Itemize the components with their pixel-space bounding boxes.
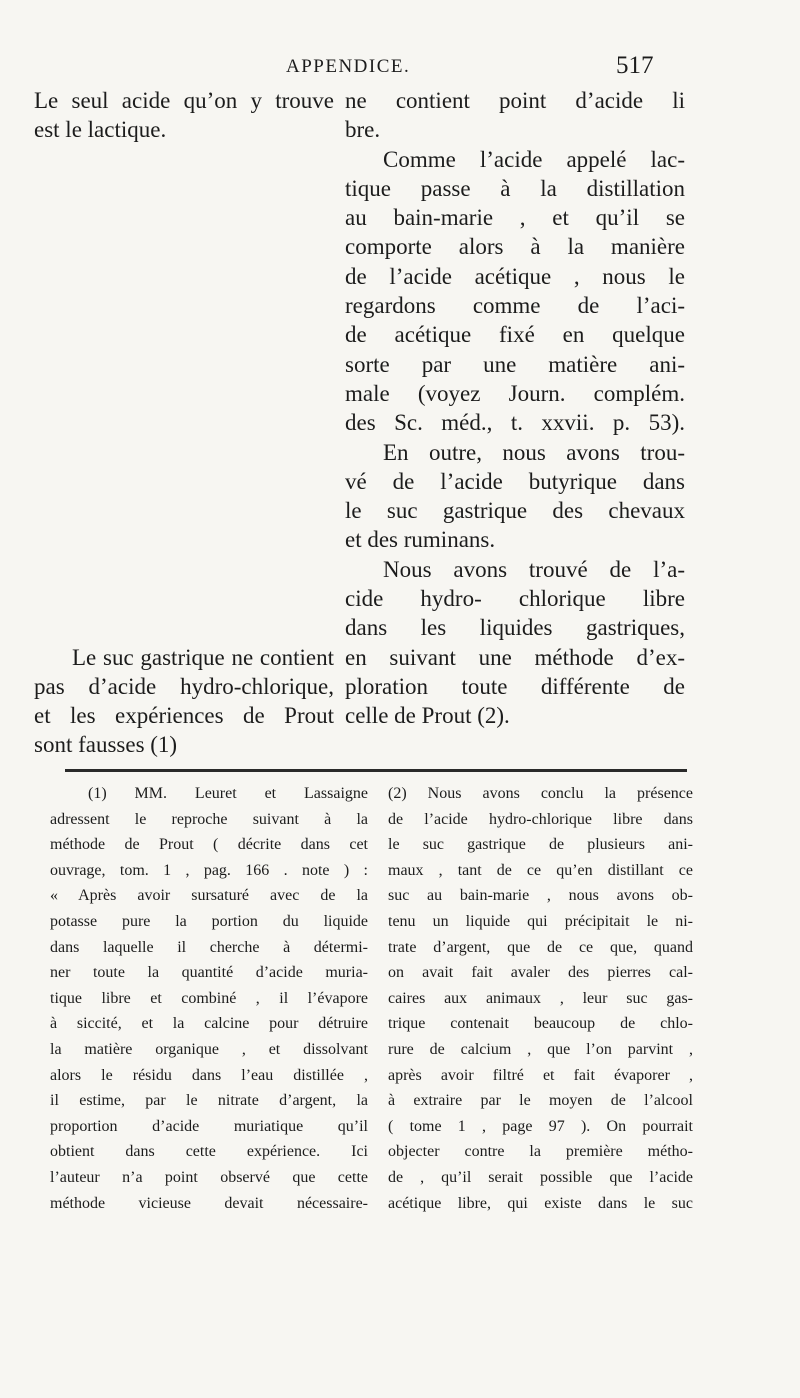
right-text-line: de l’acide acétique , nous le (345, 263, 685, 289)
left-text-line: Le seul acide qu’on y trouve (34, 88, 334, 113)
footnote-line: proportion d’acide muriatique qu’il (50, 1117, 368, 1135)
right-text-line: ne contient point d’acide li (345, 88, 685, 113)
footnote-line: alors le résidu dans l’eau distillée , (50, 1066, 368, 1084)
right-text-line: cide hydro- chlorique libre (345, 586, 685, 612)
footnote-line: ( tome 1 , page 97 ). On pourrait (388, 1117, 693, 1135)
right-text-line: vé de l’acide butyrique dans (345, 468, 685, 494)
right-text-line: sorte par une matière ani- (345, 351, 685, 377)
footnote-line: à extraire par le moyen de l’alcool (388, 1092, 693, 1110)
footnote-line: l’auteur n’a point observé que cette (50, 1168, 368, 1186)
footnote-line: trique contenait beaucoup de chlo- (388, 1015, 693, 1033)
footnote-line: caires aux animaux , leur suc gas- (388, 989, 693, 1007)
footnote-line: trate d’argent, que de ce que, quand (388, 938, 693, 956)
footnote-line: objecter contre la première métho- (388, 1143, 693, 1161)
right-text-line: En outre, nous avons trou- (383, 439, 685, 465)
main-right-column (345, 86, 685, 731)
footnote-line: (2) Nous avons conclu la présence (388, 785, 693, 802)
footnote-line: de , qu’il serait possible que l’acide (388, 1168, 693, 1186)
right-text-line: dans les liquides gastriques, (345, 615, 685, 641)
left-text-line: pas d’acide hydro-chlorique, (34, 673, 334, 699)
right-text-line: comporte alors à la manière (345, 234, 685, 260)
footnote-line: à siccité, et la calcine pour détruire (50, 1015, 368, 1033)
footnote-line: suc au bain-marie , nous avons ob- (388, 887, 693, 905)
footnote-line: méthode vicieuse devait nécessaire- (50, 1194, 368, 1212)
footnote-2 (388, 781, 693, 1216)
left-text-line: sont fausses (1) (34, 732, 178, 758)
right-text-line: en suivant une méthode d’ex- (345, 644, 685, 670)
footnote-line: le suc gastrique de plusieurs ani- (388, 836, 693, 854)
left-text-line: est le lactique. (34, 117, 167, 143)
footnote-line: dans laquelle il cherche à détermi- (50, 938, 368, 956)
footnote-line: tique libre et combiné , il l’évapore (50, 989, 368, 1007)
footnote-line: acétique libre, qui existe dans le suc (388, 1194, 693, 1212)
footnote-line: ouvrage, tom. 1 , pag. 166 . note ) : (50, 861, 368, 879)
footnote-line: obtient dans cette expérience. Ici (50, 1143, 368, 1161)
footnote-divider (65, 769, 687, 772)
right-text-line: ploration toute différente de (345, 673, 685, 699)
right-text-line: tique passe à la distillation (345, 175, 685, 201)
right-text-line: regardons comme de l’aci- (345, 293, 685, 319)
right-text-line: des Sc. méd., t. xxvii. p. 53). (345, 410, 685, 436)
footnote-line: de l’acide hydro-chlorique libre dans (388, 810, 693, 828)
right-text-line: de acétique fixé en quelque (345, 322, 685, 348)
footnote-line: maux , tant de ce qu’en distillant ce (388, 861, 693, 879)
right-text-line: au bain-marie , et qu’il se (345, 205, 685, 231)
footnote-line: adressent le reproche suivant à la (50, 810, 368, 828)
right-text-line: Comme l’acide appelé lac- (383, 146, 685, 172)
footnote-line: on avait fait avaler des pierres cal- (388, 964, 693, 982)
footnote-line: méthode de Prout ( décrite dans cet (50, 836, 368, 854)
left-text-line: Le suc gastrique ne contient (72, 644, 334, 670)
right-text-line: le suc gastrique des chevaux (345, 498, 685, 524)
footnote-line: rure de calcium , que l’on parvint , (388, 1040, 693, 1058)
footnote-line: « Après avoir sursaturé avec de la (50, 887, 368, 905)
page-number: 517 (616, 52, 654, 79)
right-text-line: Nous avons trouvé de l’a- (383, 556, 685, 582)
main-left-column (34, 86, 334, 760)
right-text-line: bre. (345, 117, 381, 143)
right-text-line: celle de Prout (2). (345, 703, 510, 729)
footnote-line: potasse pure la portion du liquide (50, 912, 368, 930)
right-text-line: male (voyez Journ. complém. (345, 380, 685, 406)
left-text-line: et les expériences de Prout (34, 703, 334, 729)
footnote-line: (1) MM. Leuret et Lassaigne (88, 785, 368, 802)
running-head: APPENDICE. (286, 56, 411, 77)
footnote-line: il estime, par le nitrate d’argent, la (50, 1092, 368, 1110)
right-text-line: et des ruminans. (345, 527, 496, 553)
footnote-line: après avoir filtré et fait évaporer , (388, 1066, 693, 1084)
footnote-line: la matière organique , et dissolvant (50, 1040, 368, 1058)
footnote-1 (50, 781, 368, 1216)
footnote-line: tenu un liquide qui précipitait le ni- (388, 912, 693, 930)
left-column-spacer (34, 145, 334, 643)
footnote-line: ner toute la quantité d’acide muria- (50, 964, 368, 982)
